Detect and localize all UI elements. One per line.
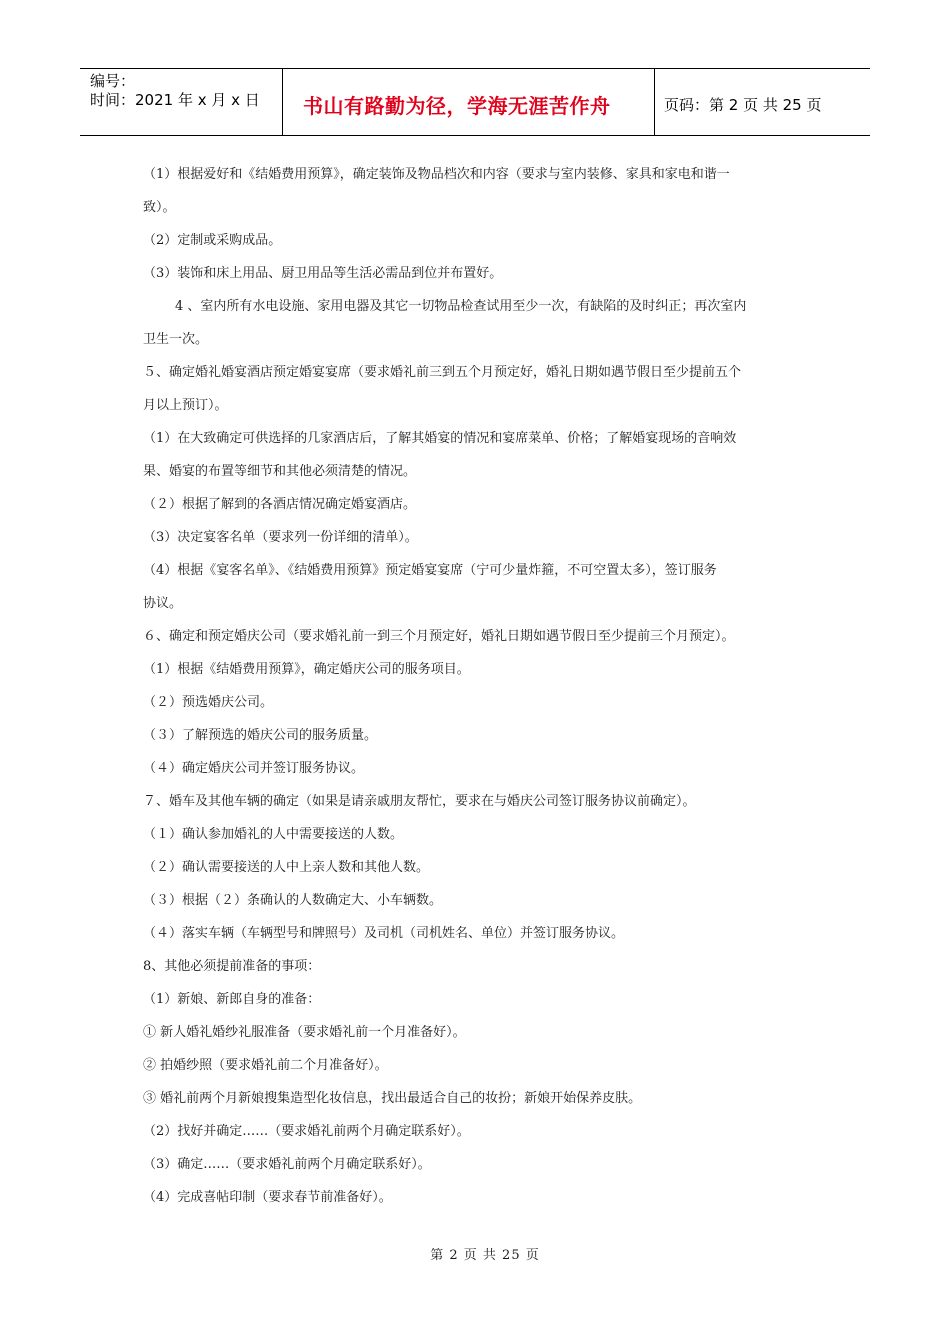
- body-line: （1）新娘、新郎自身的准备：: [143, 992, 321, 1007]
- doc-number-label: 编号：: [90, 72, 136, 90]
- body-line: 致）。: [143, 200, 176, 215]
- body-line: 果、婚宴的布置等细节和其他必须清楚的情况。: [143, 464, 417, 479]
- header-meta-cell: [80, 69, 283, 135]
- body-line: ① 新人婚礼婚纱礼服准备（要求婚礼前一个月准备好）。: [143, 1025, 466, 1040]
- body-line: （３）根据（２）条确认的人数确定大、小车辆数。: [143, 893, 443, 908]
- body-line: （１）确认参加婚礼的人中需要接送的人数。: [143, 827, 404, 842]
- body-line: （1）根据爱好和《结婚费用预算》，确定装饰及物品档次和内容（要求与室内装修、家具和家电和谐一: [143, 167, 730, 182]
- body-line: （4）完成喜帖印制（要求春节前准备好）。: [143, 1190, 392, 1205]
- body-line: （２）预选婚庆公司。: [143, 695, 274, 710]
- body-line: ６、确定和预定婚庆公司（要求婚礼前一到三个月预定好，婚礼日期如遇节假日至少提前三个月预定）。: [143, 629, 735, 644]
- body-line: （3）确定……（要求婚礼前两个月确定联系好）。: [143, 1157, 431, 1172]
- body-line: （3）装饰和床上用品、厨卫用品等生活必需品到位并布置好。: [143, 266, 503, 281]
- document-header: [80, 68, 870, 136]
- body-line: ５、确定婚礼婚宴酒店预定婚宴宴席（要求婚礼前三到五个月预定好，婚礼日期如遇节假日至少提前五个: [143, 365, 742, 380]
- body-line: （３）了解预选的婚庆公司的服务质量。: [143, 728, 378, 743]
- body-line: （４）确定婚庆公司并签订服务协议。: [143, 761, 365, 776]
- doc-time-label: 时间：2021 年 x 月 x 日: [90, 91, 260, 109]
- body-line: 月以上预订）。: [143, 398, 228, 413]
- body-line: （2）找好并确定……（要求婚礼前两个月确定联系好）。: [143, 1124, 470, 1139]
- header-motto: 书山有路勤为径，学海无涯苦作舟: [283, 69, 655, 135]
- body-line: （４）落实车辆（车辆型号和牌照号）及司机（司机姓名、单位）并签订服务协议。: [143, 926, 625, 941]
- body-line: 4 、室内所有水电设施、家用电器及其它一切物品检查试用至少一次，有缺陷的及时纠正；再次室内: [175, 299, 747, 314]
- body-line: （２）确认需要接送的人中上亲人数和其他人数。: [143, 860, 430, 875]
- body-line: （3）决定宴客名单（要求列一份详细的清单）。: [143, 530, 418, 545]
- body-line: ③ 婚礼前两个月新娘搜集造型化妆信息，找出最适合自己的妆扮；新娘开始保养皮肤。: [143, 1091, 642, 1106]
- body-line: 协议。: [143, 596, 183, 611]
- body-line: （4）根据《宴客名单》、《结婚费用预算》预定婚宴宴席（宁可少量炸箍，不可空置太多），签订服务: [143, 563, 717, 578]
- body-line: 8、其他必须提前准备的事项：: [143, 959, 321, 974]
- header-page-info: 页码：第 2 页 共 25 页: [664, 95, 822, 114]
- body-line: ７、婚车及其他车辆的确定（如果是请亲戚朋友帮忙，要求在与婚庆公司签订服务协议前确定）。: [143, 794, 696, 809]
- body-line: 卫生一次。: [143, 332, 209, 347]
- body-line: （1）根据《结婚费用预算》，确定婚庆公司的服务项目。: [143, 662, 470, 677]
- body-line: （1）在大致确定可供选择的几家酒店后，了解其婚宴的情况和宴席菜单、价格；了解婚宴现场的音响效: [143, 431, 737, 446]
- body-line: ② 拍婚纱照（要求婚礼前二个月准备好）。: [143, 1058, 388, 1073]
- document-body: [143, 158, 813, 1214]
- body-line: （2）定制或采购成品。: [143, 233, 282, 248]
- page-footer: 第 2 页 共 25 页: [430, 1248, 540, 1263]
- body-line: （２）根据了解到的各酒店情况确定婚宴酒店。: [143, 497, 417, 512]
